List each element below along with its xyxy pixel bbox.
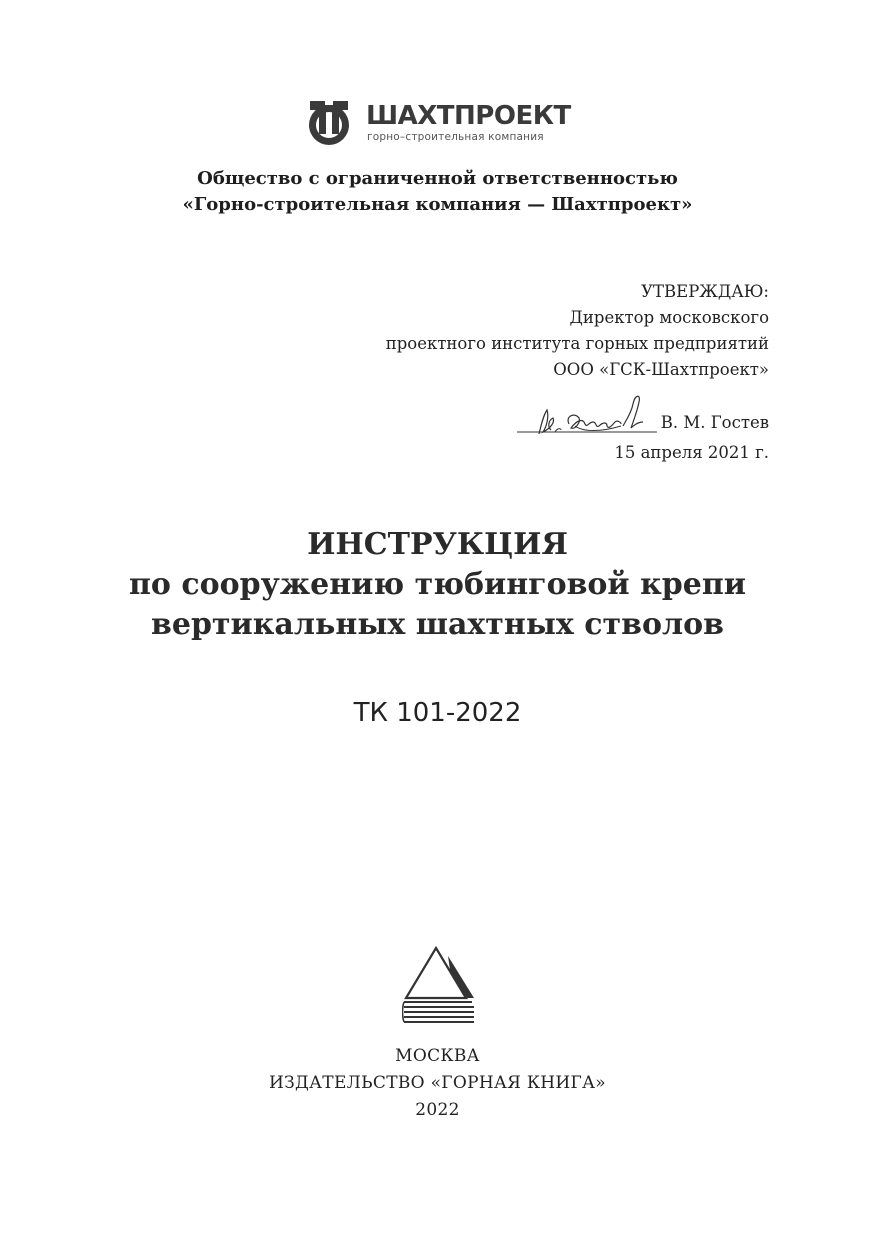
shakhtproekt-logo-icon (304, 101, 354, 145)
organization-line-2: «Горно-строительная компания — Шахтпроект» (182, 194, 693, 215)
signature-row (517, 392, 769, 438)
approval-position-line-1: Директор московского (569, 308, 769, 327)
document-title-line-3: вертикальных шахтных стволов (151, 607, 724, 642)
organization-line-1: Общество с ограниченной ответственностью (197, 168, 678, 189)
publication-year: 2022 (415, 1100, 460, 1120)
company-logo-name: ШАХТПРОЕКТ (366, 101, 571, 131)
company-logo-tagline: горно–строительная компания (367, 131, 544, 143)
publisher-logo-icon (402, 946, 478, 1028)
company-logo (304, 101, 574, 149)
document-code: ТК 101-2022 (353, 698, 522, 728)
approval-position-line-2: проектного института горных предприятий (385, 334, 769, 353)
publisher-city: МОСКВА (395, 1046, 480, 1066)
publisher-name: ИЗДАТЕЛЬСТВО «ГОРНАЯ КНИГА» (269, 1073, 606, 1093)
signature-image (517, 392, 657, 438)
approval-heading: УТВЕРЖДАЮ: (641, 282, 769, 301)
approval-date: 15 апреля 2021 г. (614, 443, 769, 462)
document-title-line-1: ИНСТРУКЦИЯ (307, 527, 568, 562)
signatory-name: В. М. Гостев (660, 413, 769, 432)
document-title-line-2: по сооружению тюбинговой крепи (128, 567, 747, 602)
approval-position-line-3: ООО «ГСК-Шахтпроект» (553, 360, 769, 379)
